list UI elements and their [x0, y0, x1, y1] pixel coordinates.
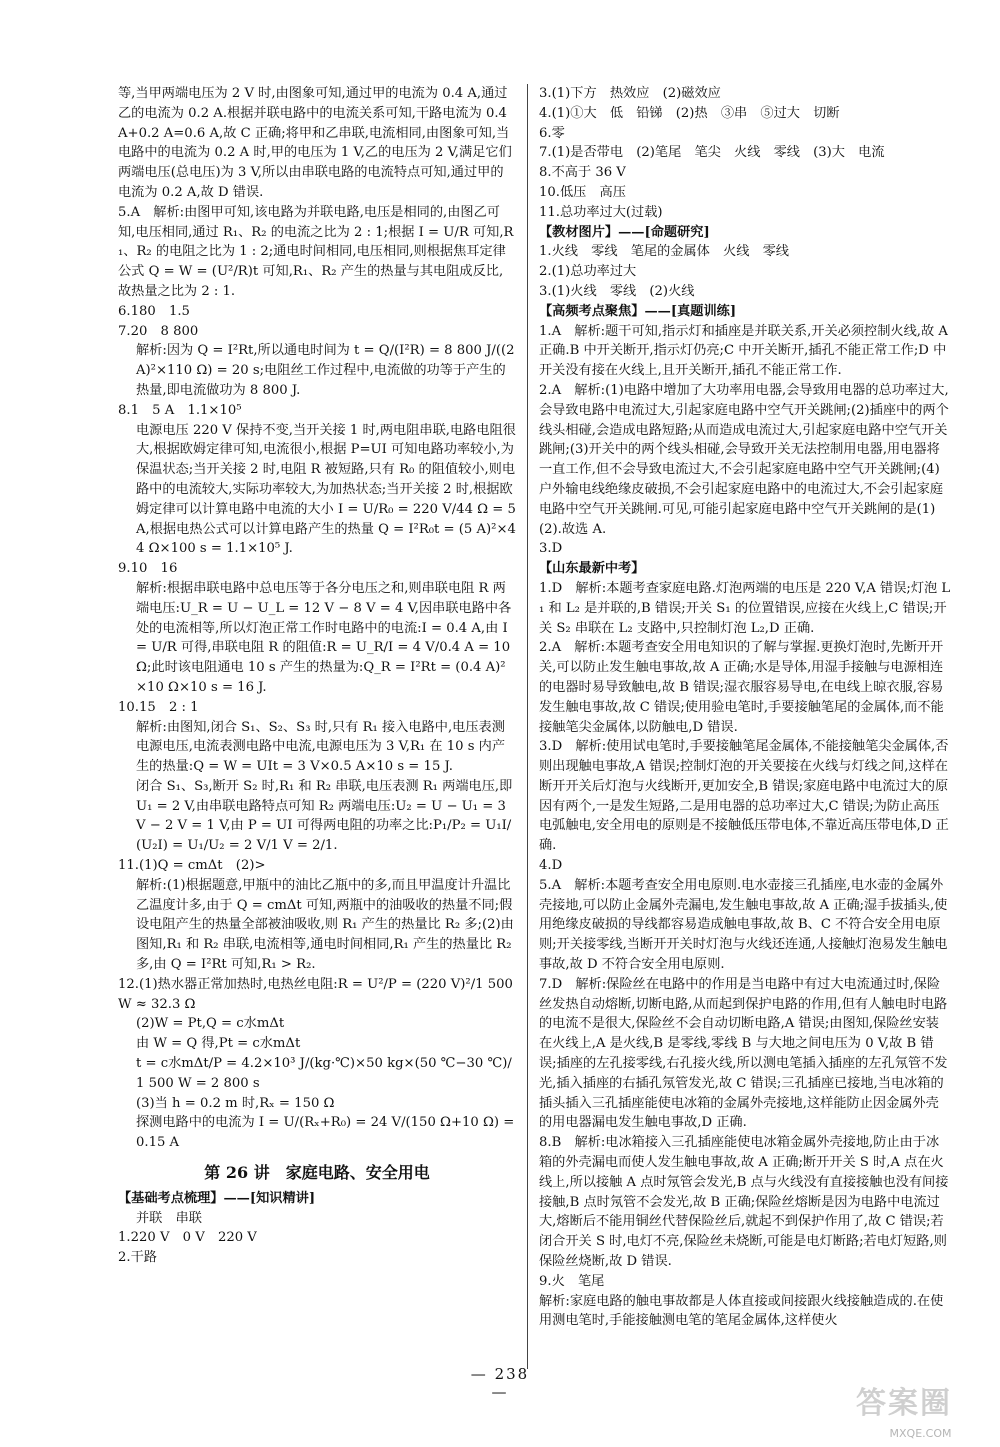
answer-item: 1.火线 零线 笔尾的金属体 火线 零线	[539, 244, 789, 260]
answer-item: 3.(1)下方 热效应 (2)磁效应	[539, 86, 721, 101]
answer-item-10: 10.15 2 : 1	[118, 699, 199, 715]
answer-explanation: t = c水mΔt/P = 4.2×10³ J/(kg·℃)×50 kg×(50 ℃−30 ℃)/1 500 W = 2 800 s	[136, 1056, 512, 1091]
answer-item: 6.零	[539, 125, 565, 141]
subsection-heading: 【教材图片】——[命题研究]	[539, 224, 710, 240]
answer-item: 11.总功率过大(过载)	[539, 204, 663, 220]
subsection-heading: 【山东最新中考】	[539, 561, 645, 577]
answer-item: 3.D	[539, 541, 563, 557]
answer-explanation: 电源电压 220 V 保持不变,当开关接 1 时,两电阻串联,电路电阻很大,根据欧姆定律可知,电流很小,根据 P=UI 可知电路功率较小,为保温状态;当开关接 2 时,电阻 R 被短路,只有 R₀ 的阻值较小,则电路中的电流较大,实际功率较大,为加热状态;当开关接 2 时,根据欧姆定律可以计算电路中电流的大小 I = U/R₀ = 220 V/44 Ω = 5 A,根据电热公式可以计算电路产生的热量 Q = I²R₀t = (5 A)²×44 Ω×100 s = 1.1×10⁵ J.	[136, 422, 521, 557]
answer-explanation: 闭合 S₁、S₃,断开 S₂ 时,R₁ 和 R₂ 串联,电压表测 R₁ 两端电压,即 U₁ = 2 V,由串联电路特点可知 R₂ 两端电压:U₂ = U − U₁ = 3 V − 2 V = 1 V,由 P = UI 可得两电阻的功率之比:P₁/P₂ = U₁I/(U₂I) = U₁/U₂ = 2 V/1 V = 2/1.	[136, 778, 517, 854]
answer-item: 2.A 解析:(1)电路中增加了大功率用电器,会导致用电器的总功率过大,会导致电路中电流过大,引起家庭电路中空气开关跳闸;(2)插座中的两个线头相碰,会造成电路短路;从而造成电流过大,引起家庭电路中空气开关跳闸;(3)开关中的两个线头相碰,会导致开关无法控制用电器,用电器将一直工作,但不会导致电流过大,不会引起家庭电路中空气开关跳闸;(4)户外输电线绝缘皮破损,不会引起家庭电路中的电流过大,不会引起家庭电路中空气开关跳闸.可见,可能引起家庭电路中空气开关跳闸的是(1)(2).故选 A.	[539, 382, 949, 537]
subsection-heading: 【高频考点聚焦】——[真题训练]	[539, 303, 737, 319]
answer-item-9: 9.10 16	[118, 561, 178, 577]
section-subhead: 【基础考点梳理】——[知识精讲]	[118, 1190, 316, 1206]
answer-item: 7.D 解析:保险丝在电路中的作用是当电路中有过大电流通过时,保险丝发热自动熔断,切断电路,从而起到保护电路的作用,但有人触电时电路的电流不是很大,保险丝不会自动切断电路,A 错误;由图知,保险丝安装在火线上,A 是火线,B 是零线,零线 B 与大地之间电压为 0 V,故 B 错误;插座的左孔接零线,右孔接火线,所以测电笔插入插座的左孔氖管不发光,插入插座的右插孔氖管发光,故 C 错误;三孔插座已接地,当电冰箱的插头插入三孔插座能使电冰箱的金属外壳接地,这样能防止因金属外壳的用电器漏电发生触电事故,D 正确.	[539, 976, 948, 1131]
answer-item: 1.A 解析:题干可知,指示灯和插座是并联关系,开关必须控制火线,故 A 正确.B 中开关断开,指示灯仍亮;C 中开关断开,插孔不能正常工作;D 中开关没有接在火线上,且开关断开,插孔不能正常工作.	[539, 323, 953, 379]
answer-item: 5.A 解析:本题考查安全用电原则.电水壶接三孔插座,电水壶的金属外壳接地,可以防止金属外壳漏电,发生触电事故,故 A 正确;湿手拔插头,使用绝缘皮破损的导线都容易造成触电事故,故 B、C 不符合安全用电原则;开关接零线,当断开开关时灯泡与火线还连通,人接触灯泡易发生触电事故,故 D 不符合安全用电原则.	[539, 877, 948, 973]
section-title: 第 26 讲 家庭电路、安全用电	[204, 1163, 430, 1183]
answer-item: 2.A 解析:本题考查安全用电知识的了解与掌握.更换灯泡时,先断开开关,可以防止发生触电事故,故 A 正确;水是导体,用湿手接触与电源相连的电器时易导致触电,故 B 错误;湿衣服容易导电,在电线上晾衣服,容易发生触电事故,故 C 错误;使用验电笔时,手要接触笔尾的金属体,而不能接触笔尖金属体,以防触电,D 错误.	[539, 640, 944, 735]
answer-item-11: 11.(1)Q = cmΔt (2)>	[118, 858, 266, 874]
section-line: 1.220 V 0 V 220 V	[118, 1230, 257, 1246]
answer-item: 4.D	[539, 858, 563, 874]
answer-explanation: 解析:(1)根据题意,甲瓶中的油比乙瓶中的多,而且甲温度计升温比乙温度计多,由于 Q = cmΔt 可知,两瓶中的油吸收的热量不同;假设电阻产生的热量全部被油吸收,则 R₁ 产生的热量比 R₂ 多;(2)由图知,R₁ 和 R₂ 串联,电流相等,通电时间相同,R₁ 产生的热量比 R₂ 多,由 Q = I²Rt 可知,R₁ > R₂.	[136, 877, 516, 973]
answer-item: 3.D 解析:使用试电笔时,手要接触笔尾金属体,不能接触笔尖金属体,否则出现触电事故,A 错误;控制灯泡的开关要接在火线与灯线之间,这样在断开开关后灯泡与火线断开,更加安全,B 错误;家庭电路中电流过大的原因有两个,一是发生短路,二是用电器的总功率过大,C 错误;为防止高压电弧触电,安全用电的原则是不接触低压带电体,不靠近高压带电体,D 正确.	[539, 739, 949, 854]
answer-explanation: (3)当 h = 0.2 m 时,Rₓ = 150 Ω	[136, 1095, 335, 1111]
answer-explanation: 解析:由图知,闭合 S₁、S₂、S₃ 时,只有 R₁ 接入电路中,电压表测电源电压,电流表测电路中电流,电源电压为 3 V,R₁ 在 10 s 内产生的热量:Q = W = UIt = 3 V×0.5 A×10 s = 15 J.	[136, 719, 506, 775]
answer-text: 等,当甲两端电压为 2 V 时,由图象可知,通过甲的电流为 0.4 A,通过乙的电流为 0.2 A.根据并联电路中的电流关系可知,干路电流为 0.4 A+0.2 A=0.6 A,故 C 正确;将甲和乙串联,电流相同,由图象可知,当电路中的电流为 0.2 A 时,甲的电压为 1 V,乙的电压为 2 V,满足它们两端电压(总电压)为 3 V,所以由串联电路的电流特点可知,通过甲的电流为 0.2 A,故 D 错误.	[118, 86, 512, 200]
answer-explanation: 探测电路中的电流为 I = U/(Rₓ+R₀) = 24 V/(150 Ω+10 Ω) = 0.15 A	[136, 1115, 519, 1151]
right-column	[539, 84, 951, 1331]
answer-item: 解析:家庭电路的触电事故都是人体直接或间接跟火线接触造成的.在使用测电笔时,手能接触测电笔的笔尾金属体,这样使火	[539, 1293, 944, 1329]
answer-item: 4.(1)①大 低 铅锑 (2)热 ③串 ⑤过大 切断	[539, 105, 840, 121]
answer-item-6: 6.180 1.5	[118, 303, 190, 319]
answer-item: 3.(1)火线 零线 (2)火线	[539, 283, 695, 299]
answer-item-5: 5.A 解析:由图甲可知,该电路为并联电路,电压是相同的,由图乙可知,电压相同,通过 R₁、R₂ 的电流之比为 2 : 1;根据 I = U/R 可知,R₁、R₂ 的电阻之比为 1 : 2;通电时间相同,电压相同,则根据焦耳定律公式 Q = W = (U²/R)t 可知,R₁、R₂ 产生的热量与其电阻成反比,故热量之比为 2 : 1.	[118, 204, 514, 299]
answer-item: 7.(1)是否带电 (2)笔尾 笔尖 火线 零线 (3)大 电流	[539, 145, 885, 161]
answer-explanation: 由 W = Q 得,Pt = c水mΔt	[136, 1036, 301, 1052]
answer-item-12: 12.(1)热水器正常加热时,电热丝电阻:R = U²/P = (220 V)²/1 500 W ≈ 32.3 Ω	[118, 976, 518, 1012]
section-line: 2.干路	[118, 1250, 157, 1266]
left-column	[118, 84, 521, 1268]
watermark-logo-text: 答案圈	[856, 1386, 952, 1421]
answer-item-8: 8.1 5 A 1.1×10⁵	[118, 402, 242, 418]
answer-item: 2.(1)总功率过大	[539, 264, 637, 280]
answer-item: 8.B 解析:电冰箱接入三孔插座能使电冰箱金属外壳接地,防止由于冰箱的外壳漏电而使人发生触电事故,故 A 正确;断开开关 S 时,A 点在火线上,所以接触 A 点时氖管会发光,B 点与火线没有直接接触也没有间接接触,B 点时氖管不会发光,故 B 正确;保险丝熔断是因为电路中电流过大,熔断后不能用铜丝代替保险丝后,就起不到保护作用了,故 C 错误;若闭合开关 S 时,电灯不亮,保险丝未烧断,可能是电灯断路;若电灯短路,则保险丝烧断,故 D 错误.	[539, 1135, 949, 1270]
answer-item: 1.D 解析:本题考查家庭电路.灯泡两端的电压是 220 V,A 错误;灯泡 L₁ 和 L₂ 是并联的,B 错误;开关 S₁ 的位置错误,应接在火线上,C 错误;开关 S₂ 串联在 L₂ 支路中,只控制灯泡 L₂,D 正确.	[539, 580, 951, 636]
answer-item-7: 7.20 8 800	[118, 323, 199, 339]
watermark-url: MXQE.COM	[889, 1427, 952, 1440]
answer-explanation: 解析:因为 Q = I²Rt,所以通电时间为 t = Q/(I²R) = 8 800 J/((2 A)²×110 Ω) = 20 s;电阻丝工作过程中,电流做的功等于产生的热量,即电流做功为 8 800 J.	[136, 343, 519, 398]
watermark-logo	[848, 1378, 993, 1440]
section-line: 并联 串联	[136, 1210, 202, 1226]
page-number: — 238 —	[470, 1365, 530, 1401]
answer-item: 10.低压 高压	[539, 184, 626, 200]
answer-explanation: (2)W = Pt,Q = c水mΔt	[136, 1016, 285, 1032]
answer-explanation: 解析:根据串联电路中总电压等于各分电压之和,则串联电阻 R 两端电压:U_R = U − U_L = 12 V − 8 V = 4 V,因串联电路中各处的电流相等,所以灯泡正常工作时电路中的电流:I = 0.4 A,由 I = U/R 可得,串联电阻 R 的阻值:R = U_R/I = 4 V/0.4 A = 10 Ω;此时该电阻通电 10 s 产生的热量为:Q_R = I²Rt = (0.4 A)²×10 Ω×10 s = 16 J.	[136, 580, 515, 695]
answer-item: 8.不高于 36 V	[539, 165, 626, 181]
column-divider	[527, 84, 528, 1369]
answer-item: 9.火 笔尾	[539, 1273, 605, 1289]
